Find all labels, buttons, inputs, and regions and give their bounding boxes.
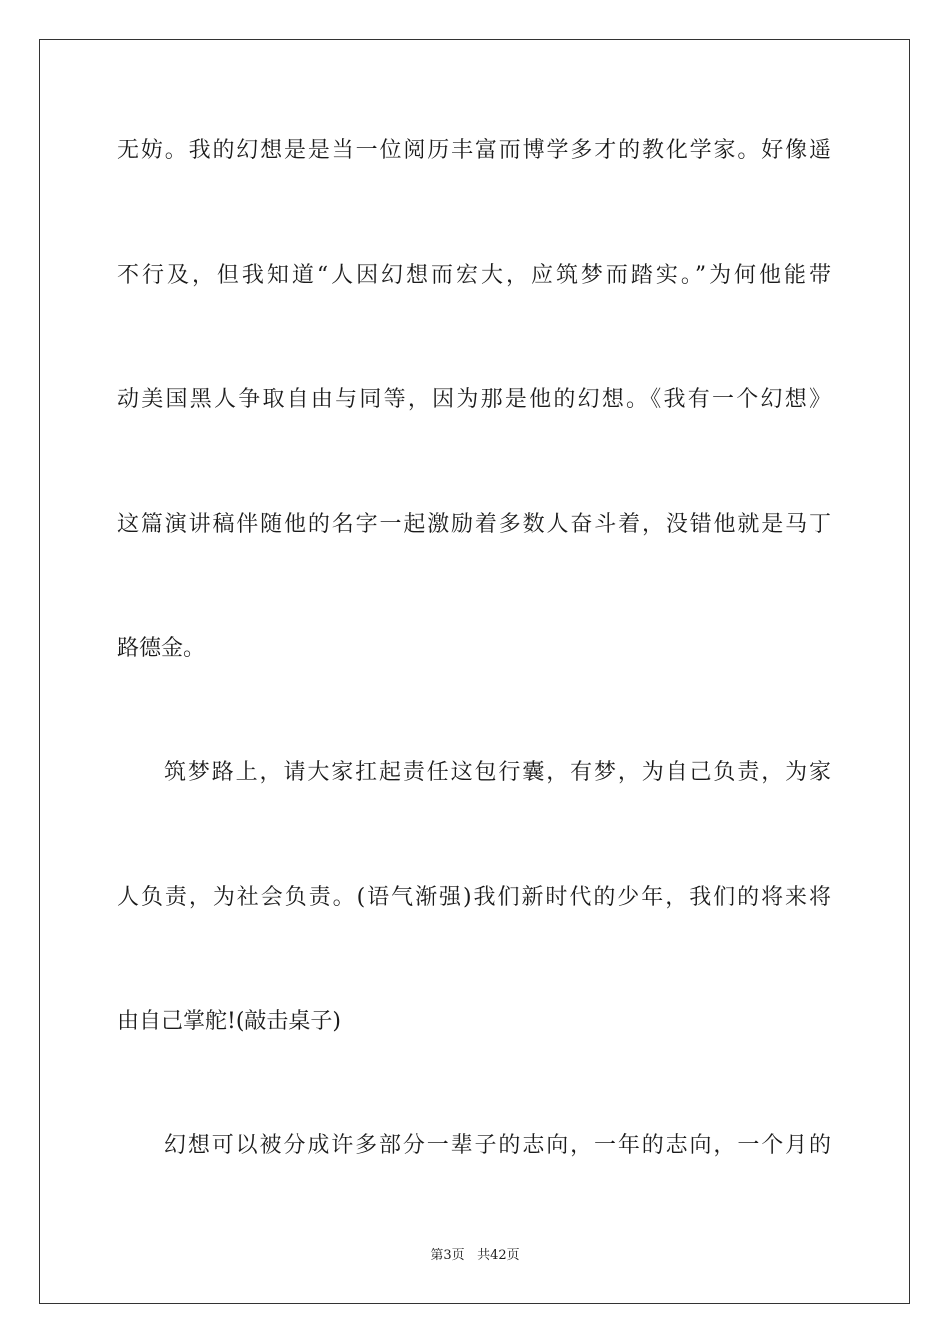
page-number: 第3页 bbox=[430, 1248, 465, 1263]
body-text-line: 人负责，为社会负责。(语气渐强)我们新时代的少年，我们的将来将 bbox=[117, 885, 831, 910]
body-text-line: 不行及，但我知道“人因幻想而宏大，应筑梦而踏实。”为何他能带 bbox=[117, 263, 831, 288]
page-border bbox=[39, 39, 910, 1304]
paragraph-first-line: 幻想可以被分成许多部分一辈子的志向，一年的志向，一个月的 bbox=[164, 1133, 831, 1158]
page-footer bbox=[0, 1247, 950, 1265]
body-text-line: 动美国黑人争取自由与同等，因为那是他的幻想。《我有一个幻想》 bbox=[117, 387, 831, 412]
page-total: 共42页 bbox=[477, 1248, 520, 1263]
body-text-line: 由自己掌舵!(敲击桌子) bbox=[117, 1009, 342, 1034]
body-text-line: 无妨。我的幻想是是当一位阅历丰富而博学多才的教化学家。好像遥 bbox=[117, 138, 831, 163]
body-text-line: 这篇演讲稿伴随他的名字一起激励着多数人奋斗着，没错他就是马丁 bbox=[117, 512, 831, 537]
paragraph-first-line: 筑梦路上，请大家扛起责任这包行囊，有梦，为自己负责，为家 bbox=[164, 760, 831, 785]
body-text-line: 路德金。 bbox=[117, 636, 206, 661]
